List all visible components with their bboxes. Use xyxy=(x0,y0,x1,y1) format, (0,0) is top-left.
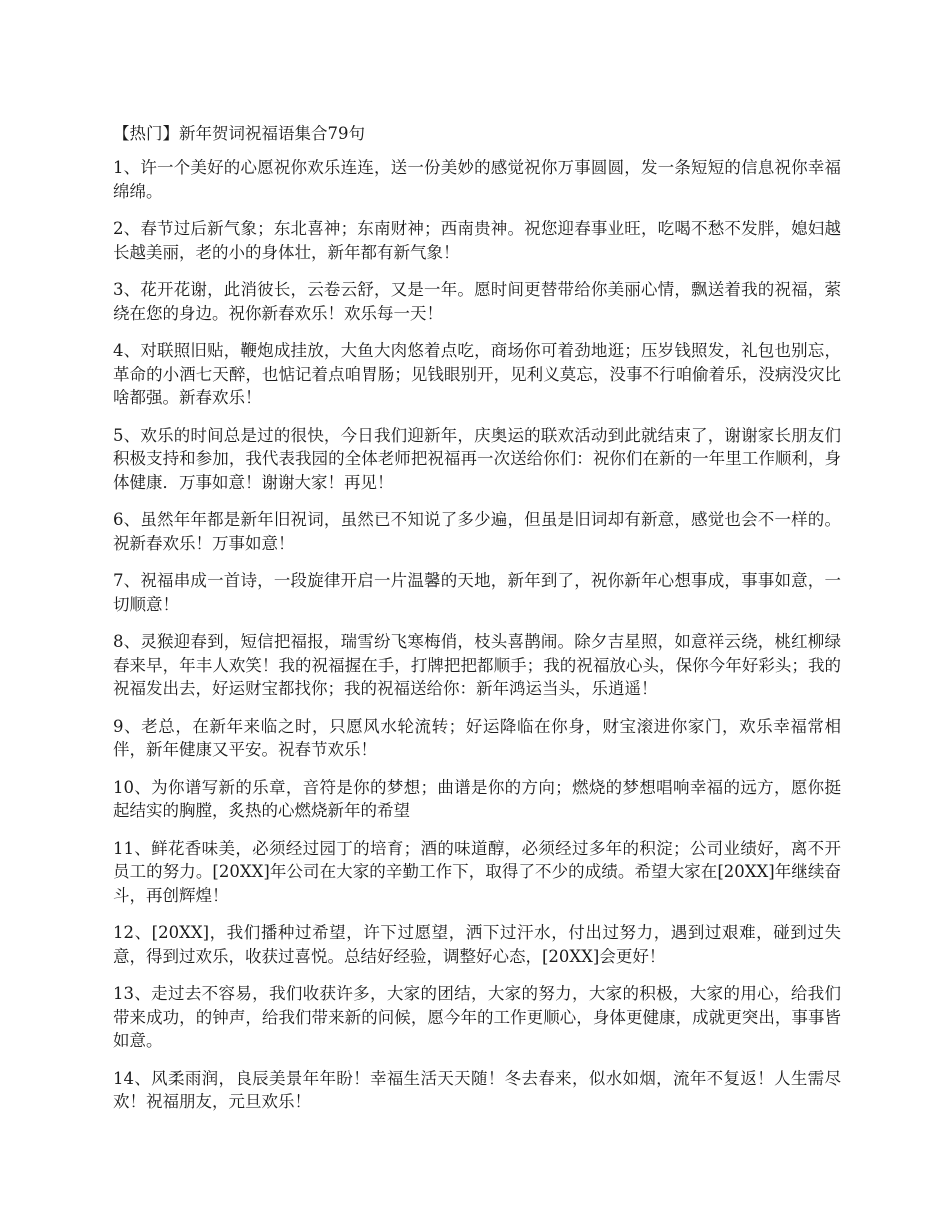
paragraph-4: 4、对联照旧贴，鞭炮成挂放，大鱼大肉悠着点吃，商场你可着劲地逛；压岁钱照发，礼包也别忘，革命的小酒七天醉，也惦记着点咱胃肠；见钱眼别开，见利义莫忘，没事不行咱偷着乐，没病没灾比啥都强。新春欢乐！ xyxy=(113,341,841,407)
paragraph-2: 2、春节过后新气象；东北喜神；东南财神；西南贵神。祝您迎春事业旺，吃喝不愁不发胖，媳妇越长越美丽，老的小的身体壮，新年都有新气象！ xyxy=(113,219,841,262)
document-page xyxy=(113,122,841,1128)
paragraph-list xyxy=(113,156,841,1114)
paragraph-14: 14、风柔雨润，良辰美景年年盼！幸福生活天天随！冬去春来，似水如烟，流年不复返！人生需尽欢！祝福朋友，元旦欢乐！ xyxy=(113,1068,841,1111)
paragraph-6: 6、虽然年年都是新年旧祝词，虽然已不知说了多少遍，但虽是旧词却有新意，感觉也会不一样的。祝新春欢乐！万事如意！ xyxy=(113,510,841,553)
paragraph-3: 3、花开花谢，此消彼长，云卷云舒，又是一年。愿时间更替带给你美丽心情，飘送着我的祝福，萦绕在您的身边。祝你新春欢乐！欢乐每一天！ xyxy=(113,280,841,323)
paragraph-13: 13、走过去不容易，我们收获许多，大家的团结，大家的努力，大家的积极，大家的用心，给我们带来成功，的钟声，给我们带来新的问候，愿今年的工作更顺心，身体更健康，成就更突出，事事皆如意。 xyxy=(113,984,841,1050)
paragraph-10: 10、为你谱写新的乐章，音符是你的梦想；曲谱是你的方向；燃烧的梦想唱响幸福的远方，愿你挺起结实的胸膛，炙热的心燃烧新年的希望 xyxy=(113,777,841,820)
paragraph-9: 9、老总，在新年来临之时，只愿风水轮流转；好运降临在你身，财宝滚进你家门，欢乐幸福常相伴，新年健康又平安。祝春节欢乐！ xyxy=(113,716,841,759)
paragraph-1: 1、许一个美好的心愿祝你欢乐连连，送一份美妙的感觉祝你万事圆圆，发一条短短的信息祝你幸福绵绵。 xyxy=(113,158,841,201)
paragraph-12: 12、[20XX]，我们播种过希望，许下过愿望，洒下过汗水，付出过努力，遇到过艰难，碰到过失意，得到过欢乐，收获过喜悦。总结好经验，调整好心态，[20XX]会更好！ xyxy=(113,923,841,966)
paragraph-11: 11、鲜花香味美，必须经过园丁的培育；酒的味道醇，必须经过多年的积淀；公司业绩好，离不开员工的努力。[20XX]年公司在大家的辛勤工作下，取得了不少的成绩。希望大家在[20XX]年继续奋斗，再创辉煌！ xyxy=(113,838,841,905)
paragraph-7: 7、祝福串成一首诗，一段旋律开启一片温馨的天地，新年到了，祝你新年心想事成，事事如意，一切顺意！ xyxy=(113,571,841,614)
paragraph-8: 8、灵猴迎春到，短信把福报，瑞雪纷飞寒梅俏，枝头喜鹊闹。除夕吉星照，如意祥云绕，桃红柳绿春来早，年丰人欢笑！我的祝福握在手，打牌把把都顺手；我的祝福放心头，保你今年好彩头；我的祝福发出去，好运财宝都找你；我的祝福送给你：新年鸿运当头，乐逍遥！ xyxy=(113,632,841,698)
document-title: 【热门】新年贺词祝福语集合79句 xyxy=(113,124,365,143)
paragraph-5: 5、欢乐的时间总是过的很快，今日我们迎新年，庆奥运的联欢活动到此就结束了，谢谢家长朋友们积极支持和参加，我代表我园的全体老师把祝福再一次送给你们：祝你们在新的一年里工作顺利，身体健康．万事如意！谢谢大家！再见！ xyxy=(113,425,841,492)
